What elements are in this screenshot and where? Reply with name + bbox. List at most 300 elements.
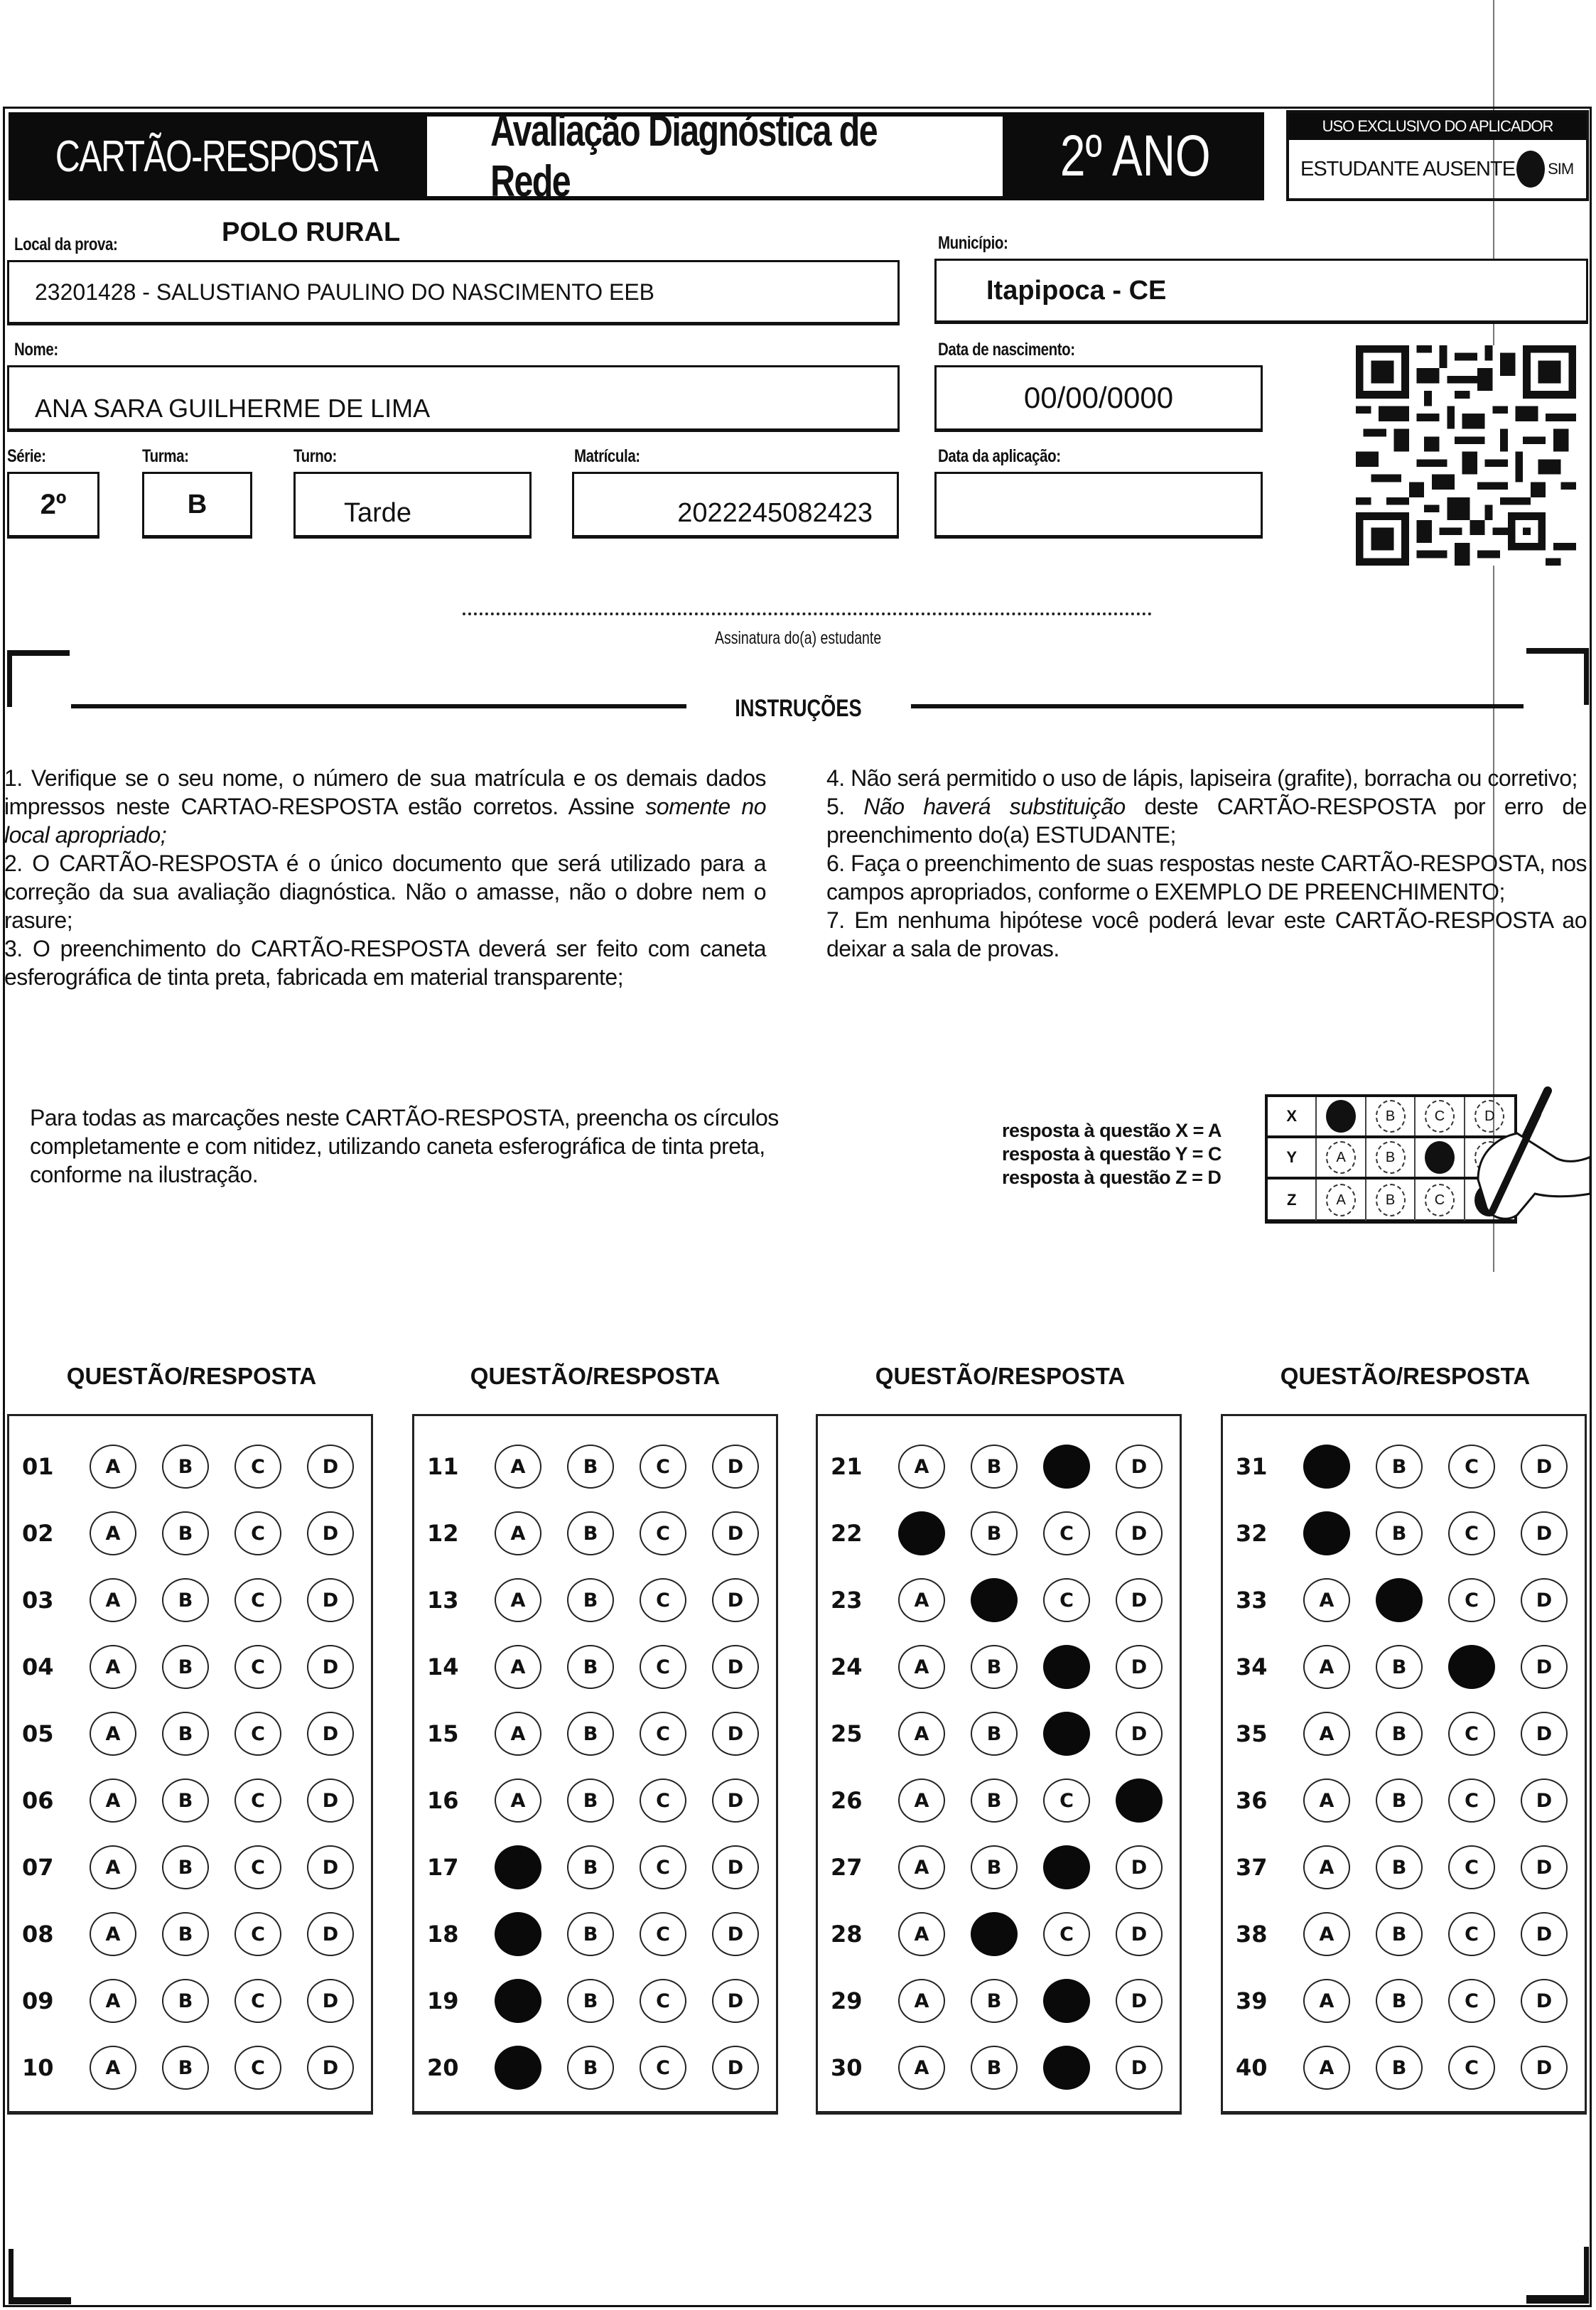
municipio-field xyxy=(934,259,1588,324)
local-value: POLO RURAL xyxy=(222,217,401,247)
answer-bubble-d[interactable]: D xyxy=(1116,2046,1163,2090)
answer-bubble-d[interactable]: D xyxy=(712,1712,759,1756)
answer-bubble-a[interactable]: A xyxy=(898,1779,945,1823)
answer-bubble-a[interactable]: A xyxy=(90,1578,136,1622)
question-number: 04 xyxy=(22,1653,54,1680)
question-row xyxy=(1223,1912,1585,1955)
answer-bubble-b[interactable]: B xyxy=(567,1912,614,1956)
answer-bubble-b[interactable]: B xyxy=(162,1511,209,1555)
answer-bubble-d[interactable]: D xyxy=(1521,1979,1568,2023)
answer-bubble-b[interactable]: B xyxy=(1376,1645,1423,1689)
answer-bubble-b[interactable]: B xyxy=(971,1779,1018,1823)
question-row xyxy=(818,2046,1180,2088)
answer-bubble-a[interactable]: A xyxy=(898,1578,945,1622)
answer-bubble-d[interactable]: D xyxy=(712,1979,759,2023)
answer-bubble-b[interactable]: B xyxy=(1376,1511,1423,1555)
answer-bubble-a[interactable]: A xyxy=(898,2046,945,2090)
question-number: 01 xyxy=(22,1453,54,1480)
answer-bubble-a[interactable]: A xyxy=(898,1912,945,1956)
answer-bubble-a[interactable]: A xyxy=(898,1845,945,1889)
answer-bubble-c[interactable] xyxy=(1043,1645,1090,1689)
answer-bubble-b[interactable]: B xyxy=(1376,1712,1423,1756)
corner-mark-bottom-right-v xyxy=(1584,2247,1589,2304)
question-row xyxy=(414,1779,776,1821)
answer-bubble-c[interactable]: C xyxy=(640,1445,686,1489)
applicator-title: USO EXCLUSIVO DO APLICADOR xyxy=(1289,113,1586,140)
answer-bubble-c[interactable]: C xyxy=(234,1712,281,1756)
example-cell xyxy=(1317,1097,1366,1135)
answer-bubble-d[interactable]: D xyxy=(712,1511,759,1555)
answer-bubble-d[interactable]: D xyxy=(307,1578,354,1622)
question-number: 40 xyxy=(1236,2054,1268,2081)
answer-bubble-d[interactable]: D xyxy=(1116,1511,1163,1555)
answer-bubble-b[interactable]: B xyxy=(567,1511,614,1555)
matricula-field xyxy=(572,472,899,539)
question-number: 37 xyxy=(1236,1854,1268,1881)
answer-bubble-b[interactable]: B xyxy=(567,1845,614,1889)
question-row xyxy=(1223,1845,1585,1888)
answer-bubble-d[interactable]: D xyxy=(307,1779,354,1823)
serie-label: Série: xyxy=(7,446,46,466)
answer-bubble-c[interactable]: C xyxy=(1448,1912,1495,1956)
instructions-right-column xyxy=(826,764,1587,963)
answer-bubble-a[interactable] xyxy=(495,1979,541,2023)
answer-bubble-c[interactable]: C xyxy=(640,1779,686,1823)
example-bubble-a: A xyxy=(1326,1141,1356,1174)
answer-bubble-b[interactable]: B xyxy=(1376,1845,1423,1889)
question-row xyxy=(9,1912,371,1955)
answer-bubble-c[interactable]: C xyxy=(234,1979,281,2023)
example-bubble-a: A xyxy=(1326,1184,1356,1216)
card-title: CARTÃO-RESPOSTA xyxy=(55,131,378,181)
answer-bubble-b[interactable]: B xyxy=(162,1912,209,1956)
turno-label: Turno: xyxy=(293,446,337,466)
card-title-banner xyxy=(9,112,424,200)
answer-bubble-d[interactable]: D xyxy=(1521,1578,1568,1622)
serie-value: 2º xyxy=(40,488,67,520)
answer-bubble-c[interactable]: C xyxy=(1043,1779,1090,1823)
school-value: 23201428 - SALUSTIANO PAULINO DO NASCIMENTO EEB xyxy=(35,279,654,305)
answer-bubble-a[interactable] xyxy=(495,1845,541,1889)
matricula-label: Matrícula: xyxy=(574,446,640,466)
answer-bubble-c[interactable]: C xyxy=(640,1979,686,2023)
answer-bubble-b[interactable]: B xyxy=(971,1511,1018,1555)
answer-bubble-c[interactable]: C xyxy=(1448,1845,1495,1889)
question-row xyxy=(818,1578,1180,1621)
question-row xyxy=(818,1511,1180,1554)
absent-bubble[interactable] xyxy=(1516,151,1545,188)
exam-title: Avaliação Diagnóstica de Rede xyxy=(490,107,878,206)
column-title: QUESTÃO/RESPOSTA xyxy=(66,1363,317,1389)
answer-bubble-b[interactable] xyxy=(971,1578,1018,1622)
answer-column-2 xyxy=(412,1414,778,2115)
question-number: 08 xyxy=(22,1921,54,1948)
answer-bubble-d[interactable]: D xyxy=(712,1445,759,1489)
question-row xyxy=(1223,1578,1585,1621)
answer-bubble-b[interactable]: B xyxy=(971,1845,1018,1889)
answer-bubble-a[interactable]: A xyxy=(495,1578,541,1622)
answer-bubble-b[interactable]: B xyxy=(567,2046,614,2090)
answer-bubble-a[interactable]: A xyxy=(90,1912,136,1956)
absent-label: ESTUDANTE AUSENTE xyxy=(1300,157,1516,180)
answer-bubble-b[interactable]: B xyxy=(1376,1912,1423,1956)
turma-value: B xyxy=(187,489,207,519)
answer-bubble-c[interactable]: C xyxy=(1448,1779,1495,1823)
question-number: 06 xyxy=(22,1787,54,1814)
question-row xyxy=(818,1979,1180,2022)
example-cell xyxy=(1366,1097,1416,1135)
qr-code-icon xyxy=(1356,344,1576,567)
answer-bubble-b[interactable]: B xyxy=(971,1645,1018,1689)
answer-bubble-b[interactable]: B xyxy=(567,1445,614,1489)
answer-bubble-b[interactable] xyxy=(1376,1578,1423,1622)
answer-bubble-b[interactable]: B xyxy=(971,1712,1018,1756)
question-number: 14 xyxy=(427,1653,459,1680)
answer-bubble-a[interactable]: A xyxy=(1303,1845,1350,1889)
instructions-left-column xyxy=(4,764,766,991)
answer-bubble-c[interactable] xyxy=(1043,1445,1090,1489)
answer-bubble-d[interactable]: D xyxy=(712,1912,759,1956)
answer-bubble-d[interactable]: D xyxy=(1116,1912,1163,1956)
aplicacao-label: Data da aplicação: xyxy=(938,446,1061,466)
question-number: 35 xyxy=(1236,1720,1268,1747)
answer-bubble-d[interactable]: D xyxy=(1116,1845,1163,1889)
answer-bubble-a[interactable]: A xyxy=(90,1712,136,1756)
answer-bubble-c[interactable]: C xyxy=(640,2046,686,2090)
answer-bubble-b[interactable]: B xyxy=(1376,1779,1423,1823)
answer-bubble-b[interactable]: B xyxy=(567,1712,614,1756)
question-row xyxy=(9,1779,371,1821)
answer-bubble-a[interactable]: A xyxy=(1303,1645,1350,1689)
answer-bubble-a[interactable]: A xyxy=(495,1779,541,1823)
answer-bubble-a[interactable]: A xyxy=(90,1845,136,1889)
nome-value: ANA SARA GUILHERME DE LIMA xyxy=(35,394,431,423)
answer-bubble-c[interactable] xyxy=(1043,1979,1090,2023)
turma-label: Turma: xyxy=(142,446,189,466)
question-row xyxy=(818,1779,1180,1821)
question-row xyxy=(818,1712,1180,1754)
example-bubble-b: B xyxy=(1376,1141,1406,1174)
answer-bubble-b[interactable]: B xyxy=(1376,2046,1423,2090)
question-row xyxy=(1223,1779,1585,1821)
answer-bubble-a[interactable] xyxy=(1303,1445,1350,1489)
question-number: 21 xyxy=(831,1453,863,1480)
question-row xyxy=(9,2046,371,2088)
answer-bubble-b[interactable]: B xyxy=(971,1445,1018,1489)
example-cell xyxy=(1317,1138,1366,1177)
question-number: 34 xyxy=(1236,1653,1268,1680)
answer-bubble-b[interactable]: B xyxy=(567,1645,614,1689)
answer-bubble-d[interactable]: D xyxy=(1521,1912,1568,1956)
answer-bubble-c[interactable]: C xyxy=(640,1845,686,1889)
answer-bubble-b[interactable]: B xyxy=(971,2046,1018,2090)
answer-bubble-a[interactable]: A xyxy=(898,1979,945,2023)
answer-bubble-c[interactable]: C xyxy=(640,1578,686,1622)
answer-bubble-d[interactable]: D xyxy=(712,1779,759,1823)
answer-column-4 xyxy=(1221,1414,1587,2115)
answer-bubble-c[interactable]: C xyxy=(640,1511,686,1555)
answer-bubble-c[interactable]: C xyxy=(234,1645,281,1689)
column-title: QUESTÃO/RESPOSTA xyxy=(875,1363,1126,1389)
question-number: 05 xyxy=(22,1720,54,1747)
answer-bubble-a[interactable]: A xyxy=(495,1712,541,1756)
answer-bubble-d[interactable]: D xyxy=(307,1712,354,1756)
answer-bubble-c[interactable]: C xyxy=(1448,1979,1495,2023)
question-number: 28 xyxy=(831,1921,863,1948)
question-number: 22 xyxy=(831,1520,863,1547)
question-number: 20 xyxy=(427,2054,459,2081)
example-bubble-b: B xyxy=(1376,1184,1406,1216)
question-number: 02 xyxy=(22,1520,54,1547)
example-cell xyxy=(1366,1138,1416,1177)
question-number: 25 xyxy=(831,1720,863,1747)
grade-badge: 2º ANO xyxy=(1060,124,1211,188)
answer-bubble-b[interactable]: B xyxy=(567,1779,614,1823)
absent-row xyxy=(1289,140,1586,198)
question-row xyxy=(414,2046,776,2088)
answer-column-3 xyxy=(816,1414,1182,2115)
instruction-item: 7. Em nenhuma hipótese você poderá levar este CARTÃO-RESPOSTA ao deixar a sala de provas. xyxy=(826,907,1587,961)
answer-bubble-c[interactable]: C xyxy=(640,1712,686,1756)
answer-bubble-d[interactable]: D xyxy=(1521,1645,1568,1689)
answer-bubble-d[interactable] xyxy=(1116,1779,1163,1823)
question-number: 18 xyxy=(427,1921,459,1948)
answer-bubble-b[interactable]: B xyxy=(162,1779,209,1823)
answer-bubble-a[interactable]: A xyxy=(495,1511,541,1555)
example-bubble-d: D xyxy=(1474,1100,1504,1133)
answer-bubble-a[interactable]: A xyxy=(898,1712,945,1756)
answer-bubble-c[interactable]: C xyxy=(1448,1712,1495,1756)
answer-bubble-d[interactable]: D xyxy=(1116,1712,1163,1756)
answer-bubble-b[interactable]: B xyxy=(162,1578,209,1622)
answer-bubble-c[interactable]: C xyxy=(640,1645,686,1689)
question-number: 12 xyxy=(427,1520,459,1547)
answer-bubble-d[interactable]: D xyxy=(1116,1445,1163,1489)
question-row xyxy=(1223,1712,1585,1754)
answer-bubble-d[interactable]: D xyxy=(1521,1445,1568,1489)
question-number: 30 xyxy=(831,2054,863,2081)
signature-line[interactable] xyxy=(463,612,1152,615)
matricula-value: 2022245082423 xyxy=(677,497,873,528)
answer-bubble-c[interactable]: C xyxy=(234,1845,281,1889)
answer-bubble-d[interactable]: D xyxy=(307,1511,354,1555)
exam-title-banner xyxy=(424,107,1007,206)
answer-bubble-d[interactable]: D xyxy=(712,1845,759,1889)
municipio-value: Itapipoca - CE xyxy=(986,275,1167,306)
question-number: 15 xyxy=(427,1720,459,1747)
question-number: 23 xyxy=(831,1587,863,1614)
answer-bubble-a[interactable]: A xyxy=(90,1779,136,1823)
answer-bubble-b[interactable]: B xyxy=(1376,1445,1423,1489)
example-cell xyxy=(1317,1180,1366,1221)
question-row xyxy=(818,1845,1180,1888)
answer-bubble-c[interactable]: C xyxy=(234,1578,281,1622)
answer-bubble-a[interactable] xyxy=(1303,1511,1350,1555)
grade-banner xyxy=(1007,112,1264,200)
answer-bubble-d[interactable]: D xyxy=(1116,1645,1163,1689)
answer-bubble-d[interactable]: D xyxy=(1521,1779,1568,1823)
question-number: 24 xyxy=(831,1653,863,1680)
question-number: 03 xyxy=(22,1587,54,1614)
answer-bubble-d[interactable]: D xyxy=(1116,1979,1163,2023)
answer-bubble-c[interactable]: C xyxy=(1448,2046,1495,2090)
question-number: 10 xyxy=(22,2054,54,2081)
answer-bubble-a[interactable]: A xyxy=(90,1445,136,1489)
column-title: QUESTÃO/RESPOSTA xyxy=(1280,1363,1531,1389)
question-row xyxy=(818,1645,1180,1688)
example-row-label: Y xyxy=(1268,1138,1317,1177)
question-number: 11 xyxy=(427,1453,459,1480)
answer-bubble-c[interactable] xyxy=(1043,1845,1090,1889)
answer-bubble-a[interactable] xyxy=(495,2046,541,2090)
answer-bubble-b[interactable]: B xyxy=(1376,1979,1423,2023)
question-number: 17 xyxy=(427,1854,459,1881)
answer-bubble-c[interactable]: C xyxy=(1448,1445,1495,1489)
answer-bubble-d[interactable]: D xyxy=(712,1578,759,1622)
question-row xyxy=(9,1578,371,1621)
example-bubble-b: B xyxy=(1376,1100,1406,1133)
corner-mark-top-right xyxy=(1526,648,1589,654)
corner-mark-bottom-left xyxy=(9,2297,71,2304)
answer-bubble-c[interactable]: C xyxy=(1448,1511,1495,1555)
question-number: 07 xyxy=(22,1854,54,1881)
question-number: 26 xyxy=(831,1787,863,1814)
answer-bubble-d[interactable]: D xyxy=(1521,1511,1568,1555)
turno-value: Tarde xyxy=(344,497,412,528)
question-row xyxy=(818,1445,1180,1487)
answer-bubble-b[interactable]: B xyxy=(162,1845,209,1889)
answer-bubble-a[interactable] xyxy=(495,1912,541,1956)
answer-bubble-d[interactable]: D xyxy=(307,1912,354,1956)
answer-bubble-a[interactable]: A xyxy=(1303,1712,1350,1756)
answer-bubble-a[interactable]: A xyxy=(1303,1979,1350,2023)
question-row xyxy=(414,1845,776,1888)
answer-bubble-a[interactable] xyxy=(898,1511,945,1555)
answer-bubble-a[interactable]: A xyxy=(90,2046,136,2090)
nascimento-value: 00/00/0000 xyxy=(1023,381,1174,414)
nascimento-field xyxy=(934,365,1263,432)
question-row xyxy=(1223,1979,1585,2022)
example-cell xyxy=(1366,1180,1416,1221)
answer-bubble-a[interactable]: A xyxy=(495,1445,541,1489)
answer-bubble-a[interactable]: A xyxy=(90,1645,136,1689)
question-row xyxy=(9,1445,371,1487)
answer-bubble-a[interactable]: A xyxy=(1303,2046,1350,2090)
answer-bubble-a[interactable]: A xyxy=(1303,1912,1350,1956)
nome-field xyxy=(7,365,900,432)
question-row xyxy=(414,1912,776,1955)
answer-bubble-d[interactable]: D xyxy=(307,1979,354,2023)
instruction-item: 3. O preenchimento do CARTÃO-RESPOSTA deverá ser feito com caneta esferográfica de tinta preta, fabricada em material transparente; xyxy=(4,936,766,990)
answer-bubble-b[interactable]: B xyxy=(162,1445,209,1489)
corner-mark-top-left xyxy=(7,650,70,656)
question-row xyxy=(9,1979,371,2022)
answer-bubble-c[interactable]: C xyxy=(234,1445,281,1489)
answer-bubble-a[interactable]: A xyxy=(898,1445,945,1489)
answer-bubble-a[interactable]: A xyxy=(495,1645,541,1689)
answer-bubble-c[interactable] xyxy=(1448,1645,1495,1689)
question-row xyxy=(1223,1445,1585,1487)
aplicacao-field[interactable] xyxy=(934,472,1263,539)
answer-bubble-d[interactable]: D xyxy=(307,1645,354,1689)
answer-bubble-b[interactable]: B xyxy=(567,1979,614,2023)
example-line: resposta à questão Y = C xyxy=(1002,1143,1222,1165)
answer-bubble-b[interactable]: B xyxy=(162,1979,209,2023)
instruction-item: 5. Não haverá substituição deste CARTÃO-RESPOSTA por erro de preenchimento do(a) ESTUDANTE; xyxy=(826,794,1587,848)
answer-bubble-b[interactable]: B xyxy=(971,1979,1018,2023)
answer-bubble-c[interactable]: C xyxy=(1043,1912,1090,1956)
question-number: 27 xyxy=(831,1854,863,1881)
answer-bubble-d[interactable]: D xyxy=(712,2046,759,2090)
instructions-title: INSTRUÇÕES xyxy=(734,695,862,722)
answer-bubble-c[interactable] xyxy=(1043,2046,1090,2090)
answer-bubble-a[interactable]: A xyxy=(1303,1779,1350,1823)
answer-bubble-c[interactable]: C xyxy=(234,2046,281,2090)
answer-bubble-a[interactable]: A xyxy=(1303,1578,1350,1622)
answer-bubble-d[interactable]: D xyxy=(1521,1845,1568,1889)
instruction-item: 2. O CARTÃO-RESPOSTA é o único documento que será utilizado para a correção da sua avaliação diagnóstica. Não o amasse, não o dobre nem o rasure; xyxy=(4,851,766,933)
question-row xyxy=(9,1712,371,1754)
local-label: Local da prova: xyxy=(14,234,118,254)
nome-label: Nome: xyxy=(14,340,58,360)
answer-bubble-c[interactable]: C xyxy=(234,1779,281,1823)
answer-bubble-c[interactable]: C xyxy=(1448,1578,1495,1622)
question-number: 09 xyxy=(22,1987,54,2014)
example-bubble-c: C xyxy=(1425,1184,1455,1216)
signature-label: Assinatura do(a) estudante xyxy=(714,628,882,648)
school-field xyxy=(7,260,900,325)
question-row xyxy=(414,1445,776,1487)
answer-bubble-c[interactable] xyxy=(1043,1712,1090,1756)
answer-bubble-d[interactable]: D xyxy=(1521,2046,1568,2090)
answer-bubble-d[interactable]: D xyxy=(307,2046,354,2090)
answer-bubble-c[interactable]: C xyxy=(1043,1578,1090,1622)
hand-holding-pen-icon xyxy=(1450,1073,1592,1236)
answer-bubble-c[interactable]: C xyxy=(1043,1511,1090,1555)
answer-bubble-b[interactable]: B xyxy=(567,1578,614,1622)
question-number: 33 xyxy=(1236,1587,1268,1614)
question-row xyxy=(9,1845,371,1888)
answer-bubble-c[interactable]: C xyxy=(640,1912,686,1956)
answer-bubble-d[interactable]: D xyxy=(307,1845,354,1889)
answer-bubble-c[interactable]: C xyxy=(234,1912,281,1956)
instruction-item: 1. Verifique se o seu nome, o número de sua matrícula e os demais dados impressos neste CARTAO-RESPOSTA estão corretos. Assine somente no local apropriado; xyxy=(4,765,766,848)
answer-bubble-a[interactable]: A xyxy=(90,1511,136,1555)
answer-bubble-b[interactable]: B xyxy=(162,1645,209,1689)
answer-bubble-a[interactable]: A xyxy=(90,1979,136,2023)
answer-bubble-d[interactable]: D xyxy=(1116,1578,1163,1622)
corner-mark-bottom-left-v xyxy=(9,2249,14,2304)
answer-bubble-d[interactable]: D xyxy=(1521,1712,1568,1756)
answer-bubble-c[interactable]: C xyxy=(234,1511,281,1555)
nascimento-label: Data de nascimento: xyxy=(938,340,1075,360)
answer-bubble-d[interactable]: D xyxy=(307,1445,354,1489)
question-row xyxy=(414,1511,776,1554)
turno-field xyxy=(293,472,532,539)
column-title: QUESTÃO/RESPOSTA xyxy=(470,1363,721,1389)
question-number: 36 xyxy=(1236,1787,1268,1814)
question-row xyxy=(414,1578,776,1621)
answer-bubble-b[interactable]: B xyxy=(162,1712,209,1756)
answer-bubble-b[interactable] xyxy=(971,1912,1018,1956)
answer-bubble-b[interactable]: B xyxy=(162,2046,209,2090)
answer-column-1 xyxy=(7,1414,373,2115)
answer-bubble-d[interactable]: D xyxy=(712,1645,759,1689)
serie-field xyxy=(7,472,99,539)
fill-instructions: Para todas as marcações neste CARTÃO-RESPOSTA, preencha os círculos completamente e com nitidez, utilizando caneta esferográfica de tinta preta, conforme na ilustração. xyxy=(30,1105,779,1187)
question-number: 38 xyxy=(1236,1921,1268,1948)
answer-bubble-a[interactable]: A xyxy=(898,1645,945,1689)
